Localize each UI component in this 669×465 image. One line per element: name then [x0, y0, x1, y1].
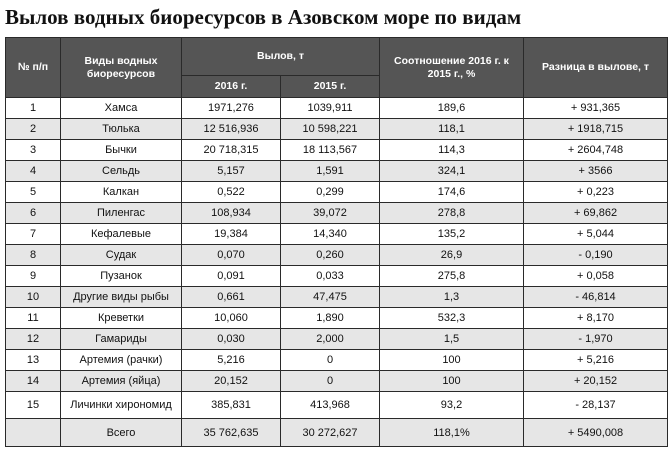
catch-2015: 0	[281, 350, 380, 371]
species-name: Личинки хирономид	[61, 392, 182, 419]
ratio-value: 1,5	[380, 329, 524, 350]
catch-2015: 10 598,221	[281, 119, 380, 140]
table-row	[6, 98, 668, 119]
total-2015: 30 272,627	[281, 419, 380, 447]
catch-2015: 1039,911	[281, 98, 380, 119]
catch-2015: 413,968	[281, 392, 380, 419]
header-ratio: Соотношение 2016 г. к 2015 г., %	[380, 38, 524, 98]
catch-2016: 0,091	[182, 266, 281, 287]
diff-value: + 0,058	[524, 266, 668, 287]
diff-value: + 5,216	[524, 350, 668, 371]
row-num: 11	[6, 308, 61, 329]
ratio-value: 100	[380, 350, 524, 371]
table-header	[6, 38, 668, 98]
catch-2015: 0,299	[281, 182, 380, 203]
total-num-cell	[6, 419, 61, 447]
row-num: 15	[6, 392, 61, 419]
species-name: Пиленгас	[61, 203, 182, 224]
ratio-value: 135,2	[380, 224, 524, 245]
table-row	[6, 224, 668, 245]
table-row	[6, 308, 668, 329]
diff-value: - 46,814	[524, 287, 668, 308]
table-row	[6, 392, 668, 419]
table-row	[6, 119, 668, 140]
catch-2016: 5,216	[182, 350, 281, 371]
species-name: Гамариды	[61, 329, 182, 350]
diff-value: + 1918,715	[524, 119, 668, 140]
catch-2016: 0,030	[182, 329, 281, 350]
species-name: Судак	[61, 245, 182, 266]
species-name: Артемия (рачки)	[61, 350, 182, 371]
catch-2016: 0,522	[182, 182, 281, 203]
catch-2015: 2,000	[281, 329, 380, 350]
total-label: Всего	[61, 419, 182, 447]
ratio-value: 100	[380, 371, 524, 392]
catch-2016: 5,157	[182, 161, 281, 182]
table-body	[6, 98, 668, 419]
row-num: 12	[6, 329, 61, 350]
ratio-value: 114,3	[380, 140, 524, 161]
table-row	[6, 287, 668, 308]
diff-value: - 28,137	[524, 392, 668, 419]
table-row	[6, 266, 668, 287]
row-num: 7	[6, 224, 61, 245]
diff-value: + 2604,748	[524, 140, 668, 161]
catch-2015: 18 113,567	[281, 140, 380, 161]
catch-2015: 0	[281, 371, 380, 392]
row-num: 8	[6, 245, 61, 266]
row-num: 13	[6, 350, 61, 371]
page-title: Вылов водных биоресурсов в Азовском море по видам	[5, 5, 522, 29]
row-num: 14	[6, 371, 61, 392]
catch-2015: 14,340	[281, 224, 380, 245]
header-catch: Вылов, т	[182, 38, 380, 76]
species-name: Калкан	[61, 182, 182, 203]
row-num: 4	[6, 161, 61, 182]
table-row	[6, 329, 668, 350]
table-row	[6, 371, 668, 392]
row-num: 5	[6, 182, 61, 203]
total-diff: + 5490,008	[524, 419, 668, 447]
diff-value: + 69,862	[524, 203, 668, 224]
species-name: Артемия (яйца)	[61, 371, 182, 392]
header-year-2015: 2015 г.	[281, 76, 380, 98]
total-ratio: 118,1%	[380, 419, 524, 447]
row-num: 3	[6, 140, 61, 161]
ratio-value: 174,6	[380, 182, 524, 203]
catch-2016: 0,661	[182, 287, 281, 308]
row-num: 1	[6, 98, 61, 119]
ratio-value: 1,3	[380, 287, 524, 308]
catch-2016: 108,934	[182, 203, 281, 224]
ratio-value: 275,8	[380, 266, 524, 287]
row-num: 6	[6, 203, 61, 224]
ratio-value: 93,2	[380, 392, 524, 419]
species-name: Хамса	[61, 98, 182, 119]
catch-2016: 0,070	[182, 245, 281, 266]
diff-value: - 0,190	[524, 245, 668, 266]
catch-2016: 12 516,936	[182, 119, 281, 140]
catch-2015: 1,890	[281, 308, 380, 329]
diff-value: + 3566	[524, 161, 668, 182]
table-row	[6, 203, 668, 224]
catch-2015: 39,072	[281, 203, 380, 224]
catch-2016: 1971,276	[182, 98, 281, 119]
ratio-value: 118,1	[380, 119, 524, 140]
total-2016: 35 762,635	[182, 419, 281, 447]
header-year-2016: 2016 г.	[182, 76, 281, 98]
header-num: № п/п	[6, 38, 61, 98]
species-name: Другие виды рыбы	[61, 287, 182, 308]
row-num: 9	[6, 266, 61, 287]
species-name: Тюлька	[61, 119, 182, 140]
table-row	[6, 350, 668, 371]
ratio-value: 26,9	[380, 245, 524, 266]
catch-2016: 385,831	[182, 392, 281, 419]
catch-2015: 0,033	[281, 266, 380, 287]
ratio-value: 278,8	[380, 203, 524, 224]
catch-2015: 1,591	[281, 161, 380, 182]
table-row	[6, 161, 668, 182]
total-row	[6, 419, 668, 447]
table-row	[6, 140, 668, 161]
catch-2016: 19,384	[182, 224, 281, 245]
header-species: Виды водных биоресурсов	[61, 38, 182, 98]
catch-2016: 10,060	[182, 308, 281, 329]
row-num: 2	[6, 119, 61, 140]
catch-2016: 20 718,315	[182, 140, 281, 161]
table-row	[6, 182, 668, 203]
diff-value: + 5,044	[524, 224, 668, 245]
row-num: 10	[6, 287, 61, 308]
diff-value: + 20,152	[524, 371, 668, 392]
diff-value: + 8,170	[524, 308, 668, 329]
catch-2016: 20,152	[182, 371, 281, 392]
species-name: Сельдь	[61, 161, 182, 182]
table-row	[6, 245, 668, 266]
catch-2015: 0,260	[281, 245, 380, 266]
catch-2015: 47,475	[281, 287, 380, 308]
ratio-value: 324,1	[380, 161, 524, 182]
species-name: Креветки	[61, 308, 182, 329]
ratio-value: 189,6	[380, 98, 524, 119]
species-name: Бычки	[61, 140, 182, 161]
species-name: Пузанок	[61, 266, 182, 287]
catch-table	[5, 37, 668, 447]
header-diff: Разница в вылове, т	[524, 38, 668, 98]
diff-value: + 931,365	[524, 98, 668, 119]
diff-value: - 1,970	[524, 329, 668, 350]
ratio-value: 532,3	[380, 308, 524, 329]
species-name: Кефалевые	[61, 224, 182, 245]
diff-value: + 0,223	[524, 182, 668, 203]
